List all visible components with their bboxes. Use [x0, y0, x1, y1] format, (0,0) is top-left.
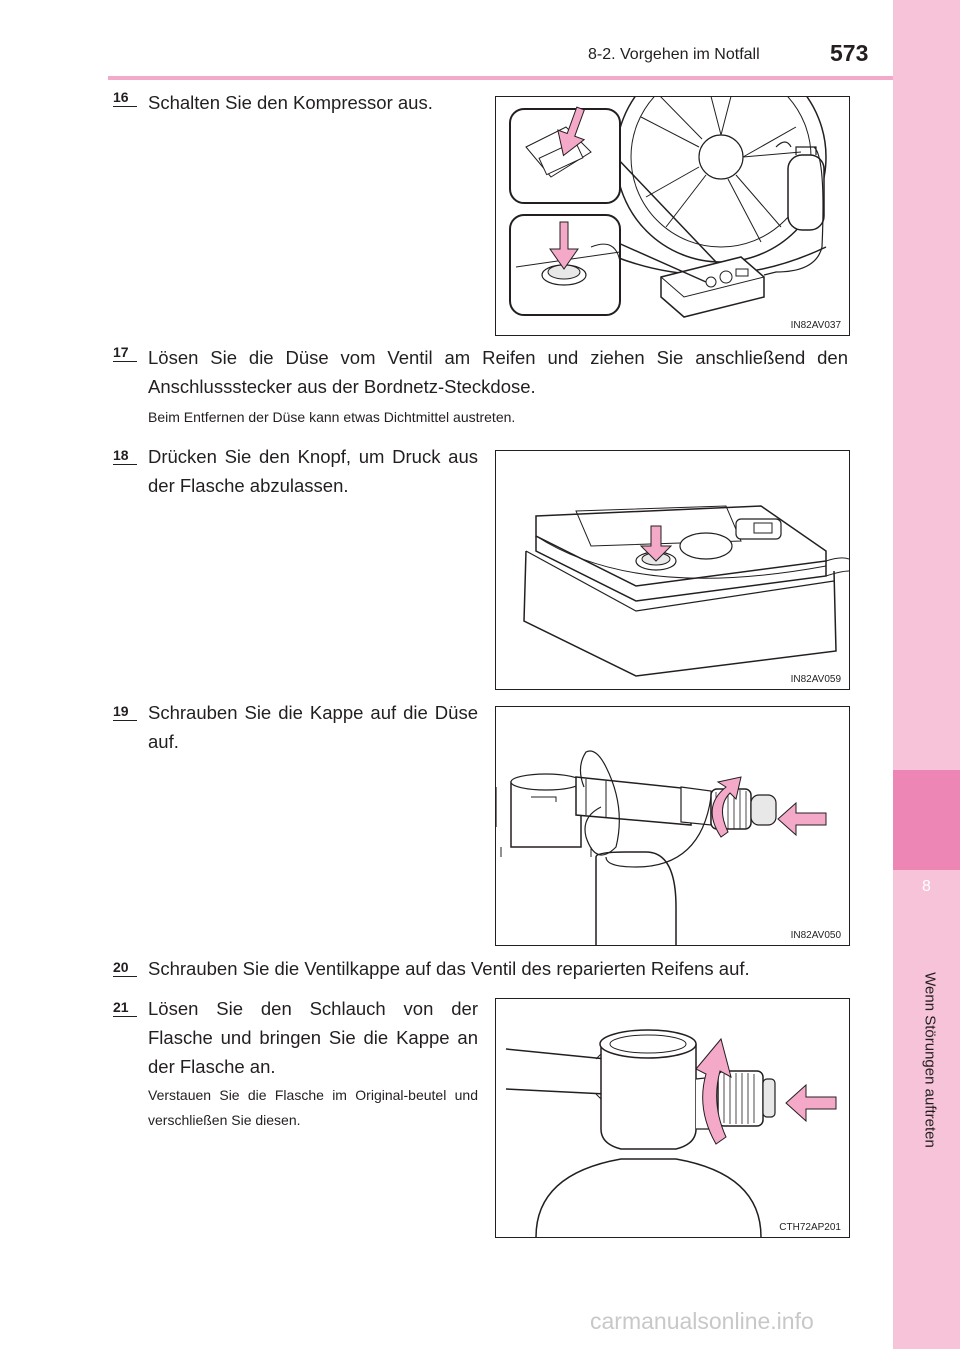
section-title: 8-2. Vorgehen im Notfall: [588, 46, 760, 63]
step-text-20: Schrauben Sie die Ventilkappe auf das Ventil des reparierten Reifens auf.: [148, 958, 750, 979]
figure-remove-hose: [495, 998, 850, 1238]
figure-code-21: CTH72AP201: [779, 1222, 841, 1233]
figure-compressor-off: [495, 96, 850, 336]
remove-hose-illustration: [496, 999, 849, 1237]
step-text-16: Schalten Sie den Kompressor aus.: [148, 92, 433, 113]
step-text-21: Lösen Sie den Schlauch von der Flasche und bringen Sie die Kappe an der Flasche an.: [148, 998, 478, 1077]
step-text-19: Schrauben Sie die Kappe auf die Düse auf.: [148, 702, 478, 752]
figure-code-19: IN82AV050: [790, 930, 841, 941]
cap-nozzle-illustration: [496, 707, 849, 945]
step-number-19: 19: [113, 702, 137, 721]
step-number-21: 21: [113, 998, 137, 1017]
page-number: 573: [830, 40, 869, 66]
chapter-number: 8: [922, 878, 931, 895]
step-text-18: Drücken Sie den Knopf, um Druck aus der Flasche abzulassen.: [148, 446, 478, 496]
header-divider: [108, 76, 893, 80]
compressor-off-illustration: [496, 97, 849, 335]
watermark: carmanualsonline.info: [590, 1308, 814, 1334]
release-pressure-illustration: [496, 451, 849, 689]
step-text-17: Lösen Sie die Düse vom Ventil am Reifen und ziehen Sie anschließend den Anschlussstecker aus der Bordnetz-Steckdose.: [148, 347, 848, 397]
step-note-17: Beim Entfernen der Düse kann etwas Dichtmittel austreten.: [148, 409, 516, 425]
step-number-17: 17: [113, 343, 137, 362]
step-number-18: 18: [113, 446, 137, 465]
figure-code-16: IN82AV037: [790, 320, 841, 331]
chapter-title: Wenn Störungen auftreten: [921, 972, 939, 1148]
step-note-21: Verstauen Sie die Flasche im Original-beutel und verschließen Sie diesen.: [148, 1087, 478, 1128]
step-number-20: 20: [113, 958, 137, 977]
figure-code-18: IN82AV059: [790, 674, 841, 685]
figure-release-pressure: [495, 450, 850, 690]
chapter-tab[interactable]: [893, 770, 960, 870]
step-number-16: 16: [113, 88, 137, 107]
figure-cap-nozzle: [495, 706, 850, 946]
